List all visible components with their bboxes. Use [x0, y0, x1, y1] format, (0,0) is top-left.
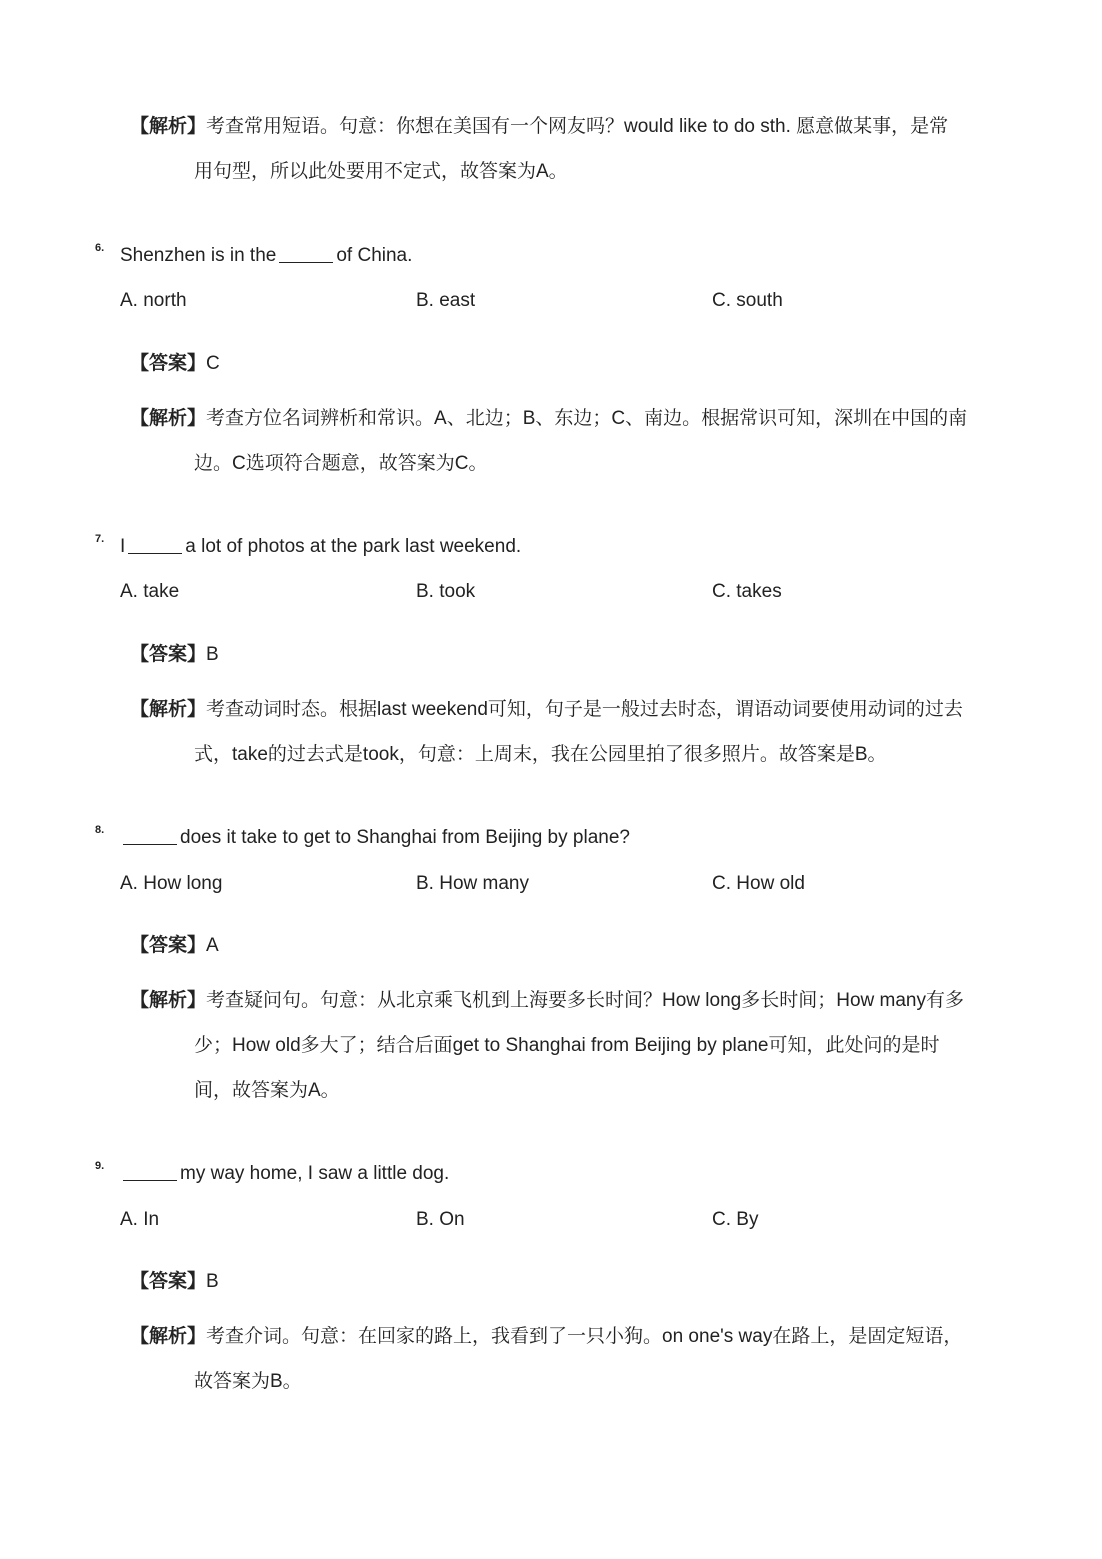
q7-option-a: A. take — [120, 581, 180, 602]
q7-analysis-line-2: 式，take的过去式是took，句意：上周末，我在公园里拍了很多照片。故答案是B。 — [194, 744, 887, 765]
q8-options — [120, 861, 1000, 906]
q7-text-after: a lot of photos at the park last weekend. — [185, 536, 522, 557]
q8-answer — [130, 923, 219, 968]
analysis-label: 【解析】 — [130, 990, 207, 1011]
q6-analysis-line-2: 边。C选项符合题意，故答案为C。 — [194, 453, 488, 474]
q5-analysis-line-2: 用句型，所以此处要用不定式，故答案为A。 — [194, 161, 568, 182]
q6-options — [120, 278, 1000, 323]
q7-text-before: I — [120, 536, 126, 557]
q7-option-b: B. took — [416, 581, 476, 602]
q6-blank — [279, 242, 333, 263]
q9-option-a: A. In — [120, 1209, 160, 1230]
answer-label: 【答案】 — [130, 935, 207, 956]
q9-analysis — [130, 1314, 996, 1404]
analysis-label: 【解析】 — [130, 1326, 207, 1347]
q9-options — [120, 1197, 1000, 1242]
q9-text-after: my way home, I saw a little dog. — [180, 1163, 450, 1184]
q8-answer-value: A — [206, 935, 219, 956]
q6-option-a: A. north — [120, 290, 187, 311]
q9-question — [120, 1151, 449, 1196]
q7-answer-value: B — [206, 644, 219, 665]
q7-number: 7. — [95, 533, 105, 545]
q6-question — [120, 233, 412, 278]
q8-option-a: A. How long — [120, 873, 223, 894]
q6-option-b: B. east — [416, 290, 476, 311]
q7-option-c: C. takes — [712, 581, 782, 602]
q6-analysis-line-1: 【解析】考查方位名词辨析和常识。A、北边；B、东边；C、南边。根据常识可知，深圳在中国的南 — [130, 408, 968, 429]
q6-option-c: C. south — [712, 290, 783, 311]
analysis-label: 【解析】 — [130, 699, 207, 720]
q9-option-b: B. On — [416, 1209, 465, 1230]
q9-answer-value: B — [206, 1271, 219, 1292]
q7-analysis-line-1: 【解析】考查动词时态。根据last weekend可知，句子是一般过去时态，谓语动词要使用动词的过去 — [130, 699, 963, 720]
analysis-label: 【解析】 — [130, 116, 207, 137]
q8-blank — [123, 824, 177, 845]
q6-number: 6. — [95, 242, 105, 254]
q8-analysis-line-1: 【解析】考查疑问句。句意：从北京乘飞机到上海要多长时间？How long多长时间；How many有多 — [130, 990, 964, 1011]
answer-label: 【答案】 — [130, 1271, 207, 1292]
answer-label: 【答案】 — [130, 353, 207, 374]
q9-number: 9. — [95, 1160, 105, 1172]
q7-question — [120, 524, 521, 569]
q9-answer — [130, 1259, 219, 1304]
q6-answer — [130, 341, 220, 386]
q9-option-c: C. By — [712, 1209, 759, 1230]
q9-analysis-line-2: 故答案为B。 — [194, 1371, 302, 1392]
q7-answer — [130, 632, 219, 677]
q5-analysis — [130, 104, 996, 194]
q9-blank — [123, 1160, 177, 1181]
q8-question — [120, 815, 630, 860]
q8-analysis-line-2: 少；How old多大了；结合后面get to Shanghai from Beijing by plane可知，此处问的是时 — [194, 1035, 940, 1056]
q6-answer-value: C — [206, 353, 220, 374]
answer-label: 【答案】 — [130, 644, 207, 665]
q8-text-after: does it take to get to Shanghai from Beijing by plane? — [180, 827, 630, 848]
q6-text-before: Shenzhen is in the — [120, 245, 277, 266]
q8-option-c: C. How old — [712, 873, 805, 894]
q9-analysis-line-1: 【解析】考查介词。句意：在回家的路上，我看到了一只小狗。on one's way在路上，是固定短语， — [130, 1326, 963, 1347]
q5-analysis-line-1: 【解析】考查常用短语。句意：你想在美国有一个网友吗？would like to do sth. 愿意做某事，是常 — [130, 116, 949, 137]
q6-analysis — [130, 396, 996, 486]
q7-analysis — [130, 687, 996, 777]
q6-text-after: of China. — [336, 245, 413, 266]
analysis-label: 【解析】 — [130, 408, 207, 429]
q8-number: 8. — [95, 824, 105, 836]
q8-analysis-line-3: 间，故答案为A。 — [194, 1080, 340, 1101]
q8-analysis — [130, 978, 996, 1113]
q7-blank — [128, 533, 182, 554]
q8-option-b: B. How many — [416, 873, 529, 894]
q7-options — [120, 569, 1000, 614]
